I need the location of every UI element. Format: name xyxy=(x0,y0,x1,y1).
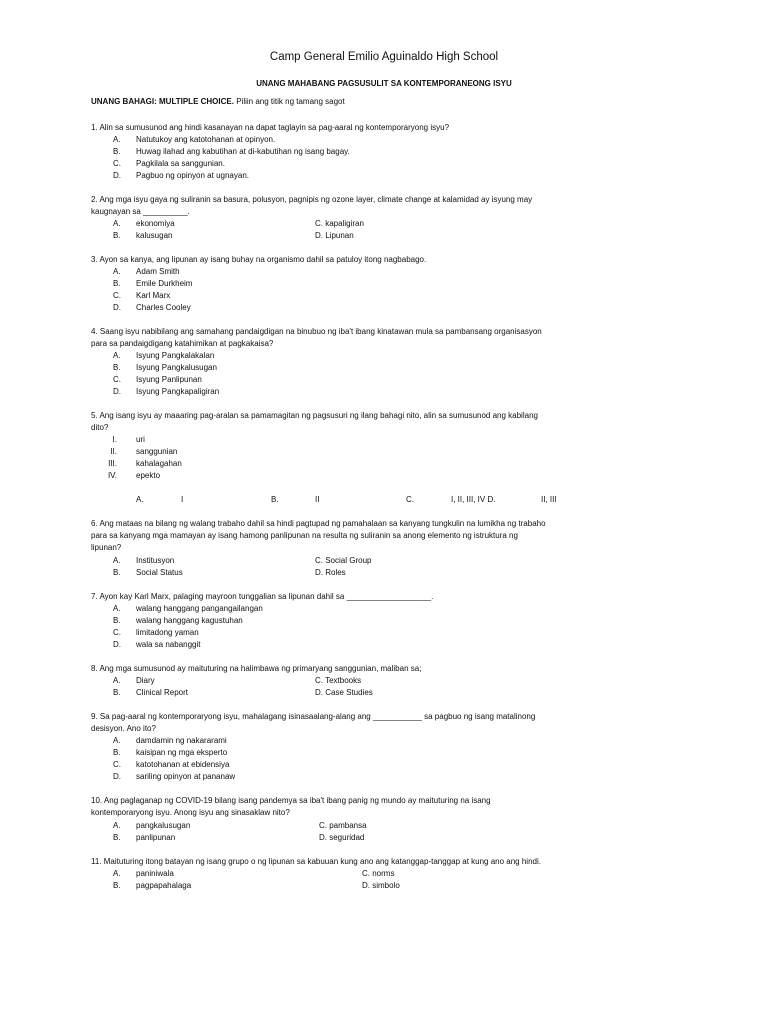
q11-choice-letter: A. xyxy=(113,869,121,878)
question-2-stem: kaugnayan sa __________. xyxy=(91,207,190,216)
question-9-stem: 9. Sa pag-aaral ng kontemporaryong isyu, mahalagang isinasaalang-alang ang ___________ sa pagbuo ng isang matalinong xyxy=(91,712,536,721)
q3-choice-text: Emile Durkheim xyxy=(136,279,193,288)
q4-choice-letter: A. xyxy=(113,351,121,360)
q7-choice-letter: A. xyxy=(113,604,121,613)
q7-choice-letter: B. xyxy=(113,616,121,625)
question-7-stem: 7. Ayon kay Karl Marx, palaging mayroon tunggalian sa lipunan dahil sa ___________________. xyxy=(91,592,434,601)
q6-choice-text: Institusyon xyxy=(136,556,175,565)
q1-choice-text: Huwag ilahad ang kabutihan at di-kabutihan ng isang bagay. xyxy=(136,147,350,156)
q7-choice-text: wala sa nabanggit xyxy=(136,640,201,649)
q10-choice-text: C. pambansa xyxy=(319,821,367,830)
question-8-stem: 8. Ang mga sumusunod ay maituturing na halimbawa ng primaryang sanggunian, maliban sa; xyxy=(91,664,422,673)
q3-choice-letter: C. xyxy=(113,291,121,300)
question-6-stem: lipunan? xyxy=(91,543,122,552)
q6-choice-text: C. Social Group xyxy=(315,556,372,565)
q6-choice-letter: A. xyxy=(113,556,121,565)
q8-choice-letter: B. xyxy=(113,688,121,697)
q11-choice-text: C. norms xyxy=(362,869,395,878)
section-label: UNANG BAHAGI: MULTIPLE CHOICE. xyxy=(91,97,234,106)
q3-choice-letter: D. xyxy=(113,303,121,312)
q2-choice-text: C. kapaligiran xyxy=(315,219,364,228)
q10-choice-text: D. seguridad xyxy=(319,833,365,842)
q9-choice-letter: B. xyxy=(113,748,121,757)
question-1-stem: 1. Alin sa sumusunod ang hindi kasanayan na dapat taglayin sa pag-aaral ng kontemporaryong isyu? xyxy=(91,123,450,132)
q4-choice-text: Isyung Pangkapaligiran xyxy=(136,387,220,396)
question-2-stem: 2. Ang mga isyu gaya ng suliranin sa basura, polusyon, pagnipis ng ozone layer, climate change at kalamidad ay isyung may xyxy=(91,195,533,204)
q1-choice-letter: D. xyxy=(113,171,121,180)
q5-roman-numeral: II. xyxy=(110,447,117,456)
q1-choice-letter: B. xyxy=(113,147,121,156)
q11-choice-letter: B. xyxy=(113,881,121,890)
q6-choice-letter: B. xyxy=(113,568,121,577)
q4-choice-letter: D. xyxy=(113,387,121,396)
question-10-stem: 10. Ang paglaganap ng COVID-19 bilang isang pandemya sa iba't ibang panig ng mundo ay maituturing na isang xyxy=(91,796,491,805)
question-10-stem: kontemporaryong isyu. Anong isyu ang sinasaklaw nito? xyxy=(91,808,290,817)
q5-answer-token: I, II, III, IV D. xyxy=(451,495,496,504)
q5-item-text: epekto xyxy=(136,471,161,480)
q5-answer-token: II xyxy=(315,495,320,504)
q10-choice-letter: A. xyxy=(113,821,121,830)
q5-item-text: kahalagahan xyxy=(136,459,182,468)
q1-choice-text: Natutukoy ang katotohanan at opinyon. xyxy=(136,135,276,144)
q4-choice-letter: C. xyxy=(113,375,121,384)
q11-choice-text: D. simbolo xyxy=(362,881,400,890)
q2-choice-letter: B. xyxy=(113,231,121,240)
question-5-stem: 5. Ang isang isyu ay maaaring pag-aralan sa pamamagitan ng pagsusuri ng ilang bahagi nito, alin sa sumusunod ang kabilang xyxy=(91,411,538,420)
q3-choice-text: Charles Cooley xyxy=(136,303,191,312)
section-instruction: Piliin ang titik ng tamang sagot xyxy=(236,97,345,106)
question-6-stem: para sa kanyang mga mamayan ay isang hamong panlipunan na resulta ng suliranin sa anong elemento ng istruktura ng xyxy=(91,531,518,540)
q6-choice-text: D. Roles xyxy=(315,568,346,577)
exam-title: UNANG MAHABANG PAGSUSULIT SA KONTEMPORANEONG ISYU xyxy=(256,79,512,88)
q8-choice-text: Clinical Report xyxy=(136,688,189,697)
q8-choice-text: D. Case Studies xyxy=(315,688,373,697)
q5-answer-token: C. xyxy=(406,495,414,504)
school-name: Camp General Emilio Aguinaldo High School xyxy=(269,51,499,63)
q4-choice-text: Isyung Pangkalusugan xyxy=(136,363,217,372)
q5-item-text: sanggunian xyxy=(136,447,178,456)
q3-choice-text: Karl Marx xyxy=(136,291,171,300)
q8-choice-text: Diary xyxy=(136,676,155,685)
q1-choice-text: Pagbuo ng opinyon at ugnayan. xyxy=(136,171,249,180)
q10-choice-text: panlipunan xyxy=(136,833,176,842)
q7-choice-text: walang hanggang pangangailangan xyxy=(136,604,263,613)
question-6-stem: 6. Ang mataas na bilang ng walang trabaho dahil sa hindi pagtupad ng pamahalaan sa kanyang tungkulin na lumikha ng trabaho xyxy=(91,519,546,528)
q4-choice-letter: B. xyxy=(113,363,121,372)
q9-choice-text: damdamin ng nakararami xyxy=(136,736,227,745)
section-heading xyxy=(91,97,345,106)
q4-choice-text: Isyung Pangkalakalan xyxy=(136,351,215,360)
q5-answer-token: I xyxy=(181,495,184,504)
q10-choice-text: pangkalusugan xyxy=(136,821,191,830)
q7-choice-letter: C. xyxy=(113,628,121,637)
q7-choice-letter: D. xyxy=(113,640,121,649)
q1-choice-text: Pagkilala sa sanggunian. xyxy=(136,159,225,168)
question-4-stem: 4. Saang isyu nabibilang ang samahang pandaigdigan na binubuo ng iba't ibang kinatawan mula sa pambansang organisasyon xyxy=(91,327,542,336)
q9-choice-letter: A. xyxy=(113,736,121,745)
q1-choice-letter: A. xyxy=(113,135,121,144)
q2-choice-letter: A. xyxy=(113,219,121,228)
q7-choice-text: walang hanggang kagustuhan xyxy=(136,616,243,625)
q6-choice-text: Social Status xyxy=(136,568,183,577)
question-4-stem: para sa pandaigdigang katahimikan at pagkakaisa? xyxy=(91,339,274,348)
q5-item-text: uri xyxy=(136,435,145,444)
q9-choice-text: kaisipan ng mga eksperto xyxy=(136,748,228,757)
q5-roman-numeral: IV. xyxy=(107,471,117,480)
q2-choice-text: D. Lipunan xyxy=(315,231,354,240)
q11-choice-text: pagpapahalaga xyxy=(136,881,192,890)
question-5-stem: dito? xyxy=(91,423,109,432)
q9-choice-text: sariling opinyon at pananaw xyxy=(136,772,236,781)
q4-choice-text: Isyung Panlipunan xyxy=(136,375,202,384)
question-11-stem: 11. Maituturing itong batayan ng isang grupo o ng lipunan sa kabuuan kung ano ang katanggap-tanggap at kung ano ang hindi. xyxy=(91,857,541,866)
q7-choice-text: limitadong yaman xyxy=(136,628,199,637)
q3-choice-letter: B. xyxy=(113,279,121,288)
q9-choice-letter: C. xyxy=(113,760,121,769)
q8-choice-text: C. Textbooks xyxy=(315,676,362,685)
q5-roman-numeral: I. xyxy=(112,435,117,444)
q10-choice-letter: B. xyxy=(113,833,121,842)
q2-choice-text: ekonomiya xyxy=(136,219,175,228)
q11-choice-text: paniniwala xyxy=(136,869,174,878)
q3-choice-letter: A. xyxy=(113,267,121,276)
q9-choice-text: katotohanan at ebidensiya xyxy=(136,760,230,769)
q5-answer-token: A. xyxy=(136,495,144,504)
q8-choice-letter: A. xyxy=(113,676,121,685)
q5-answer-token: B. xyxy=(271,495,279,504)
q1-choice-letter: C. xyxy=(113,159,121,168)
question-9-stem: desisyon. Ano ito? xyxy=(91,724,156,733)
q5-answer-token: II, III xyxy=(541,495,557,504)
q9-choice-letter: D. xyxy=(113,772,121,781)
q3-choice-text: Adam Smith xyxy=(136,267,180,276)
q2-choice-text: kalusugan xyxy=(136,231,173,240)
q5-roman-numeral: III. xyxy=(108,459,117,468)
question-3-stem: 3. Ayon sa kanya, ang lipunan ay isang buhay na organismo dahil sa patuloy itong nagbabago. xyxy=(91,255,427,264)
